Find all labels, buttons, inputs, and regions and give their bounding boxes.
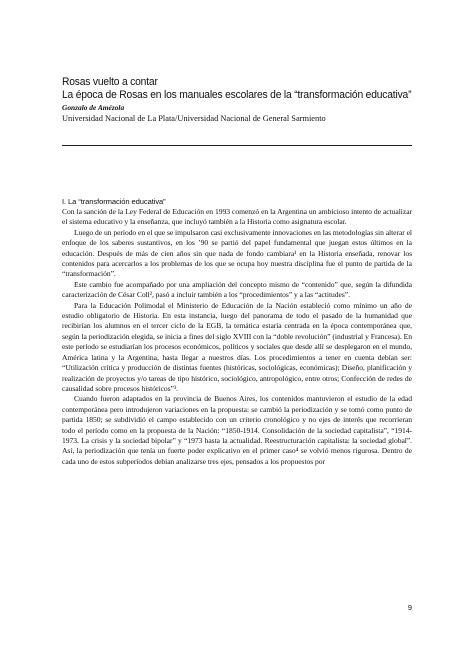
page-number: 9 xyxy=(407,603,412,612)
author-name: Gonzalo de Amézola xyxy=(62,103,125,112)
article-title: Rosas vuelto a contar xyxy=(62,76,158,88)
paragraph: Este cambio fue acompañado por una ampliación del concepto mismo de “contenido” que, según la difundida caracterización de César Coll², pasó a incluir también a los “procedimientos” y a las “actitudes”. xyxy=(62,279,412,300)
section-heading: I. La “transformación educativa” xyxy=(62,197,166,206)
paragraph: Con la sanción de la Ley Federal de Educación en 1993 comenzó en la Argentina un ambicioso intento de actualizar el sistema educativo y la enseñanza, que incluyó también a la Historia como asignatura escolar. xyxy=(62,207,412,227)
paragraph: Cuando fueron adaptados en la provincia de Buenos Aires, los contenidos mantuvieron el estudio de la edad contemporánea pero introdujeron variaciones en la propuesta: se cambió la periodización y se tomó como punto de partida 1850; se subdividió el campo establecido con un criterio cronológico y no ejes de interés que recorrieran todo el período como en la propuesta de la Nación: “1850-1914. Consolidación de la sociedad capitalista”, “1914-1973. La crisis y la sociedad bipolar” y “1973 hasta la actualidad. Reestructuración capitalista: la sociedad global”. Así, la periodización que tenía un fuerte poder explicativo en el primer caso⁴ se volvió menos rigurosa. Dentro de cada uno de estos subperíodos debían analizarse tres ejes, pensados a los propuestos por xyxy=(62,394,412,466)
article-subtitle: La época de Rosas en los manuales escolares de la “transformación educativa” xyxy=(62,89,412,101)
article-body xyxy=(62,196,412,467)
article-header xyxy=(62,76,422,124)
author-affiliation: Universidad Nacional de La Plata/Universidad Nacional de General Sarmiento xyxy=(62,114,326,123)
paragraph: Para la Educación Polimodal el Ministerio de Educación de la Nación estableció como mínimo un año de estudio obligatorio de Historia. En esta instancia, luego del panorama de todo el pasado de la humanidad que recibirían los alumnos en el tercer ciclo de la EGB, la temática estaría centrada en la época contemporánea que, según la periodización elegida, se inicia a fines del siglo XVIII con la “doble revolución” (industrial y Francesa). En este período se estudiarían los procesos económicos, políticos y sociales que desde allí se desplegaron en el mundo, América latina y la Argentina, hasta llegar a nuestros días. Los procedimientos a tener en cuenta debían ser: “Utilización crítica y producción de distintas fuentes (históricas, sociológicas, económicas); Diseño, planificación y realización de proyectos y/o tareas de tipo histórico, sociológico, antropológico, entre otros; Confección de redes de causalidad sobre procesos históricos”³. xyxy=(62,300,412,393)
paragraph: Luego de un período en el que se impulsaron casi exclusivamente innovaciones en las metodologías sin alterar el enfoque de los saberes sustantivos, en los ’90 se partió del papel fundamental que juegan estos últimos en la educación. Después de más de cien años sin que nada de fondo cambiara¹ en la Historia enseñada, renovar los contenidos para acercarlos a los problemas de los que se ocupa hoy nuestra disciplina fue el punto de partida de la “transformación”. xyxy=(62,227,412,279)
header-divider xyxy=(62,145,412,146)
